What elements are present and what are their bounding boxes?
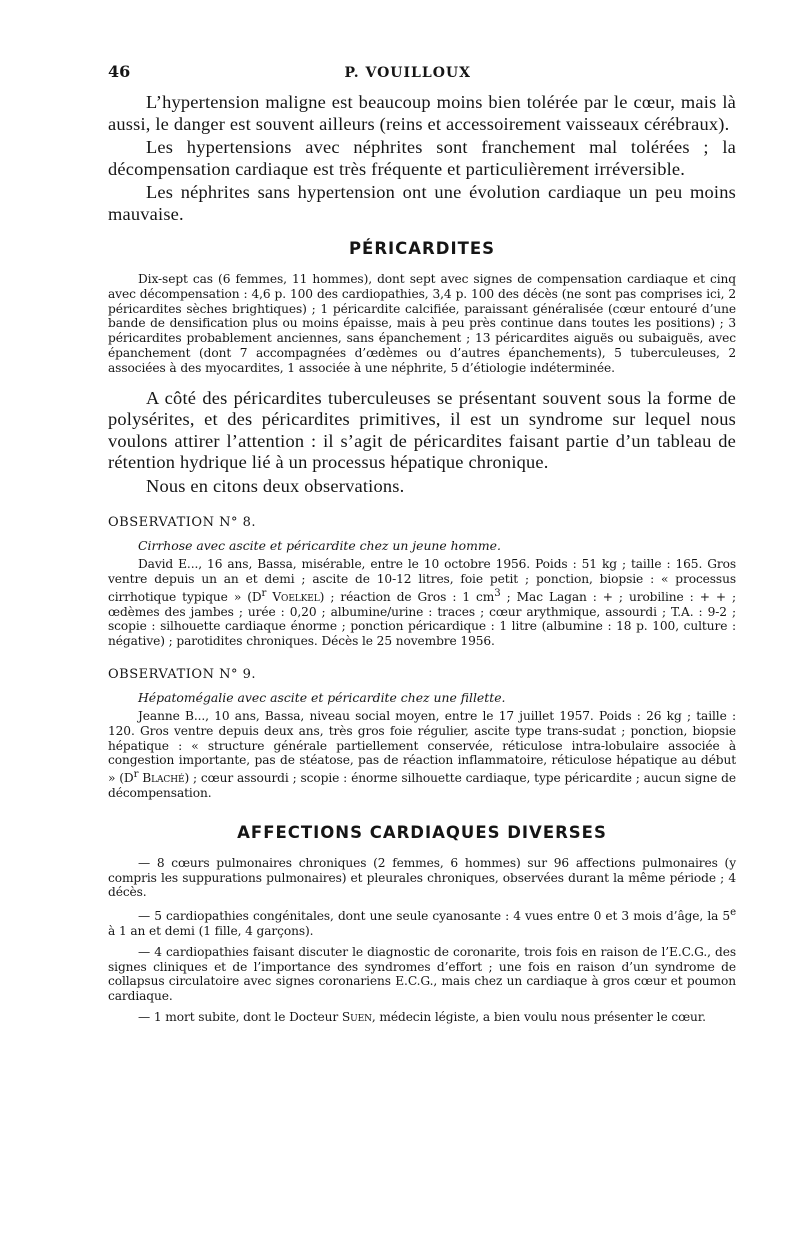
affection-item-4-b: , médecin légiste, a bien voulu nous présenter le cœur.	[371, 1010, 706, 1024]
observation-8-text	[108, 557, 736, 649]
page	[108, 62, 736, 1031]
affection-item-1: — 8 cœurs pulmonaires chroniques (2 femmes, 6 hommes) sur 96 affections pulmonaires (y compris les suppurations pulmonaires) et pleurales chroniques, observées durant la même période ; 4 décès.	[108, 855, 736, 900]
intro-paragraph-2: Les hypertensions avec néphrites sont franchement mal tolérées ; la décompensation cardiaque est très fréquente et particulièrement irréversible.	[108, 137, 736, 179]
section-title-affections: AFFECTIONS CARDIAQUES DIVERSES	[237, 822, 607, 842]
observation-8-title: Cirrhose avec ascite et péricardite chez un jeune homme.	[138, 538, 501, 554]
doctor-name: Blaché	[142, 771, 185, 786]
affection-item-4-a: — 1 mort subite, dont le Docteur	[138, 1010, 342, 1024]
observation-9-text-a: Jeanne B..., 10 ans, Bassa, niveau social moyen, entre le 17 juillet 1957. Poids : 26 kg ; taille : 120. Gros ventre depuis deux ans, très gros foie régulier, ascite type trans-sudat ; ponction, biopsie hépatique : « structure générale partiellement conservée, réticulose intra-lobulaire associée à congestion importante, pas de stéatose, pas de réaction inflammatoire, réticulose hépatique au début » (D	[108, 708, 736, 786]
observation-9-text-b: ) ; cœur assourdi ; scopie : énorme silhouette cardiaque, type péricardite ; aucun signe de décompensation.	[108, 771, 736, 800]
running-header	[108, 62, 736, 92]
observation-8-text-a: David E..., 16 ans, Bassa, misérable, entre le 10 octobre 1956. Poids : 51 kg ; taille : 165. Gros ventre depuis un an et demi ; ascite de 10-12 litres, foie petit ; ponction, biopsie : « processus cirrhotique typique » (D	[108, 557, 736, 604]
doctor-abbrev-sup: r	[133, 769, 139, 781]
ordinal-sup: e	[730, 907, 736, 919]
doctor-name: Suen	[341, 1010, 372, 1024]
page-number: 46	[108, 62, 131, 81]
cubic-sup: 3	[494, 587, 501, 599]
observation-8-text-c: ; Mac Lagan : + ; urobiline : + + ; œdèmes des jambes ; urée : 0,20 ; albumine/urine : traces ; cœur arythmique, assourdi ; T.A. : 9-2 ; scopie : silhouette cardiaque énorme ; ponction péricardique : 1 litre (albumine : 18 p. 100, culture : négative) ; parotidites chroniques. Décès le 25 novembre 1956.	[108, 589, 736, 649]
doctor-abbrev-sup: r	[261, 587, 267, 599]
doctor-name: Voelkel	[272, 589, 320, 604]
section-title-pericardites: PÉRICARDITES	[348, 239, 496, 258]
observation-9-text	[108, 709, 736, 801]
affection-item-2-b: à 1 an et demi (1 fille, 4 garçons).	[108, 924, 314, 939]
intro-paragraph-3: Les néphrites sans hypertension ont une évolution cardiaque un peu moins mauvaise.	[108, 182, 736, 224]
observations-intro: Nous en citons deux observations.	[146, 475, 405, 496]
affection-item-2	[108, 906, 736, 939]
affection-item-4	[108, 1010, 736, 1025]
observation-8-heading: OBSERVATION N° 8.	[108, 515, 256, 531]
affection-item-2-a: — 5 cardiopathies congénitales, dont une seule cyanosante : 4 vues entre 0 et 3 mois d’âge, la 5	[138, 909, 731, 924]
observation-8-text-b: ) ; réaction de Gros : 1 cm	[319, 589, 495, 604]
affections-list	[108, 856, 736, 1025]
observation-9-heading: OBSERVATION N° 9.	[108, 666, 256, 682]
pericardites-paragraph: A côté des péricardites tuberculeuses se présentant souvent sous la forme de polysérites, et des péricardites primitives, il est un syndrome sur lequel nous voulons attirer l’attention : il s’agit de péricardites faisant partie d’un tableau de rétention hydrique lié à un processus hépatique chronique.	[108, 387, 736, 473]
affection-item-3: — 4 cardiopathies faisant discuter le diagnostic de coronarite, trois fois en raison de l’E.C.G., des signes cliniques et de l’importance des syndromes d’effort ; une fois en raison d’un syndrome de collapsus circulatoire avec signes coronariens E.C.G., mais chez un cardiaque à gros cœur et poumon cardiaque.	[108, 944, 736, 1004]
observation-9-title: Hépatomégalie avec ascite et péricardite chez une fillette.	[138, 689, 506, 705]
pericardites-stats: Dix-sept cas (6 femmes, 11 hommes), dont sept avec signes de compensation cardiaque et cinq avec décompensation : 4,6 p. 100 des cardiopathies, 3,4 p. 100 des décès (ne sont pas comprises ici, 2 péricardites sèches brightiques) ; 1 péricardite calcifiée, paraissant généralisée (cœur entouré d’une bande de densification plus ou moins épaisse, mais à peu près continue dans toutes les positions) ; 3 péricardites probablement anciennes, sans épanchement ; 13 péricardites aiguës ou subaiguës, avec épanchement (dont 7 accompagnées d’œdèmes ou d’autres épanchements), 5 tuberculeuses, 2 associées à des myocardites, 1 associée à une néphrite, 5 d’étiologie indéterminée.	[108, 272, 736, 375]
running-author: P. VOUILLOUX	[344, 65, 471, 81]
intro-paragraph-1: L’hypertension maligne est beaucoup moins bien tolérée par le cœur, mais là aussi, le danger est souvent ailleurs (reins et accessoirement vaisseaux cérébraux).	[108, 92, 736, 134]
